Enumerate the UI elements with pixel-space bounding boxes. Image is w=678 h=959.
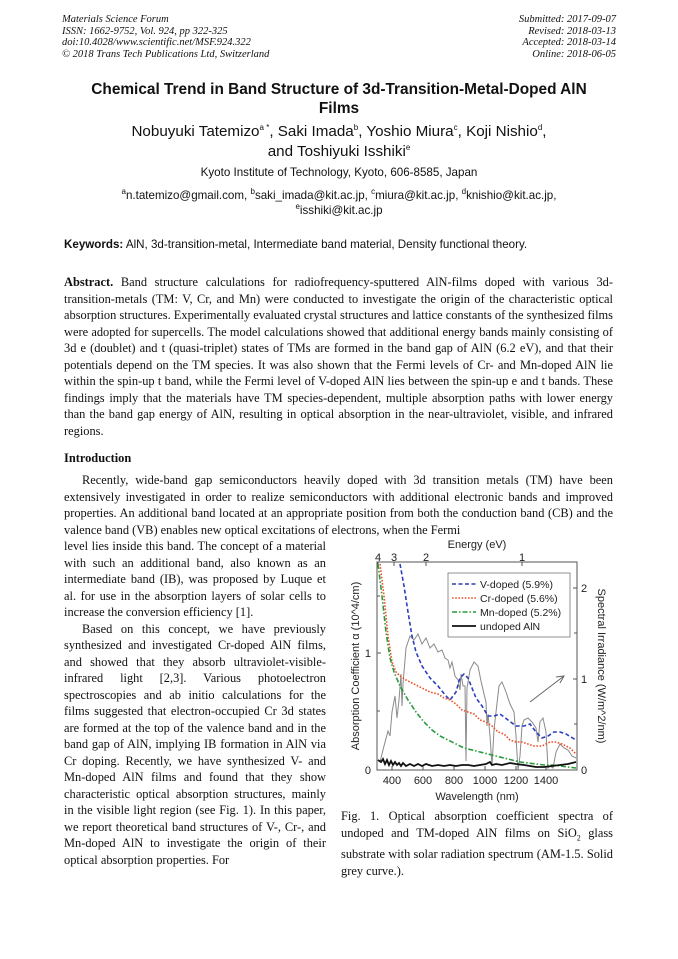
right-axis-arrow-icon: [530, 676, 564, 702]
keywords: [64, 238, 527, 251]
intro-paragraph: Based on this concept, we have previously synthesized and investigated Cr-doped AlN films, and showed that they absorb ultraviolet-visible-infrared light [2,3]. Various photoelectron spectroscopies and ab initio calculations for the films suggested that electron-occupied Cr 3d states are formed at the top of the valence band and in the band gap of AlN, implying IB formation in AlN via Cr doping. Recently, we have synthesized V- and Mn-doped AlN films and found that they show characteristic optical absorption structures, mainly in the visible light region (see Fig. 1). In this paper, we report theoretical band structures of V-, Cr-, and Mn-doped AlN to investigate the origin of their optical absorption properties. For: [64, 621, 326, 867]
abstract: [64, 274, 613, 439]
y-tick-1: 1: [364, 648, 371, 660]
chart-legend: [448, 573, 570, 637]
svg-text:600: 600: [413, 775, 433, 787]
legend-undoped-aln: undoped AlN: [480, 621, 541, 633]
x-axis-title: Wavelength (nm): [435, 791, 519, 803]
journal-header-right: [519, 14, 616, 60]
author: Saki Imada: [277, 123, 354, 140]
svg-text:1: 1: [518, 552, 526, 564]
figure-1-chart: [340, 536, 620, 806]
author: Yoshio Miura: [366, 123, 454, 140]
keywords-label: Keywords:: [64, 238, 124, 251]
svg-text:3: 3: [390, 552, 398, 564]
section-heading-introduction: Introduction: [64, 451, 132, 465]
y-right-tick-1: 1: [581, 674, 588, 686]
top-axis-title: Energy (eV): [447, 539, 507, 551]
paper-title: Chemical Trend in Band Structure of 3d-Transition-Metal-Doped AlN Films: [91, 81, 587, 117]
series-undoped-aln: [378, 759, 576, 767]
svg-text:1000: 1000: [472, 775, 498, 787]
revised-date: Revised: 2018-03-13: [528, 25, 616, 37]
keywords-text: AlN, 3d-transition-metal, Intermediate band material, Density functional theory.: [123, 238, 528, 251]
issn-line: ISSN: 1662-9752, Vol. 924, pp 322-325: [62, 25, 228, 37]
abstract-text: Band structure calculations for radiofrequency-sputtered AlN-films doped with various 3d-transition-metals (TM: V, Cr, and Mn) were conducted to investigate the origin of the characteristic optical absorption structures. Experimentally evaluated crystal structures and lattice constants of the synthesized films were adopted for supercells. The model calculations showed that additional energy bands mainly consisting of 3d e (doublet) and t (quasi-triplet) states of TMs are formed in the band gap of AlN (6.2 eV), and that their potentials depend on the TM species. It was also shown that the Fermi levels of Cr- and Mn-doped AlN lie within the spin-up t band, while the Fermi level of V-doped AlN lies between the spin-up e and t bands. These findings imply that the materials have TM species-dependent, multiple absorption paths with lower energy than the band gap energy of AlN, resulting in optical absorption in the near-ultraviolet, visible, and infrared regions.: [64, 275, 613, 438]
author: and Toshiyuki Isshiki: [267, 143, 406, 160]
email-list: $^a$n.tatemizo@gmail.com, $^b$saki_imada@kit.ac.jp, $^c$miura@kit.ac.jp, $^d$knishio@kit.ac.jp, $^e$isshiki@kit.ac.jp: [121, 187, 557, 217]
series-am15-solar: [380, 634, 576, 770]
doi-line: doi:10.4028/www.scientific.net/MSF.924.322: [62, 37, 251, 49]
journal-header-left: [62, 14, 269, 60]
svg-text:1400: 1400: [533, 775, 559, 787]
legend-cr-doped: Cr-doped (5.6%): [480, 593, 558, 605]
svg-text:1200: 1200: [503, 775, 529, 787]
svg-text:400: 400: [382, 775, 402, 787]
journal-name: Materials Science Forum: [62, 14, 169, 25]
y-right-tick-0: 0: [581, 765, 588, 777]
x-tick-labels: [383, 775, 558, 787]
svg-text:800: 800: [444, 775, 464, 787]
author: Nobuyuki Tatemizo: [131, 123, 260, 140]
left-column-text: [64, 538, 326, 868]
email-link[interactable]: saki_imada@kit.ac.jp: [254, 189, 365, 202]
email-link[interactable]: n.tatemizo@gmail.com: [125, 189, 245, 202]
svg-text:4: 4: [374, 552, 382, 564]
abstract-label: Abstract.: [64, 275, 114, 289]
y-axis-title: Absorption Coefficient α (10^4/cm): [350, 581, 362, 751]
figure-1-caption: Fig. 1. Optical absorption coefficient spectra of undoped and TM-doped AlN films on SiO$_2$ glass substrate with solar radiation spectrum (AM-1.5. Solid grey curve.).: [341, 809, 613, 878]
online-date: Online: 2018-06-05: [532, 48, 616, 60]
legend-v-doped: V-doped (5.9%): [480, 579, 553, 591]
email-link[interactable]: knishio@kit.ac.jp: [466, 189, 554, 202]
svg-text:2: 2: [422, 552, 430, 564]
author-list: Nobuyuki Tatemizo$^{a *}$, Saki Imada$^b$, Yoshio Miura$^c$, Koji Nishio$^d$, and Toshiyuki Isshiki$^e$: [131, 122, 547, 160]
email-link[interactable]: isshiki@kit.ac.jp: [299, 204, 383, 217]
y-right-axis-title: Spectral Irradiance (W/m^2/nm): [595, 588, 607, 744]
absorption-spectrum-plot: [340, 536, 620, 806]
intro-paragraph: Recently, wide-band gap semiconductors heavily doped with 3d transition metals (TM) have been extensively investigated in order to realize semiconductors with additional electronic bands and improved properties. An additional band located at an appropriate position from both the conduction band (CB) and the valence band (VB) enables new optical excitations of electrons, when the Fermi: [64, 473, 613, 537]
legend-mn-doped: Mn-doped (5.2%): [480, 607, 562, 619]
y-right-tick-2: 2: [581, 583, 588, 595]
intro-paragraph: level lies inside this band. The concept of a material with such an additional band, also known as an intermediate band (IB), was proposed by Luque et al. for use in the absorption layers of solar cells to increase the conversion efficiency [1].: [64, 539, 326, 619]
affiliation: Kyoto Institute of Technology, Kyoto, 606-8585, Japan: [200, 166, 478, 179]
email-link[interactable]: miura@kit.ac.jp: [375, 189, 456, 202]
copyright-line: © 2018 Trans Tech Publications Ltd, Switzerland: [62, 48, 270, 60]
y-tick-0: 0: [364, 765, 371, 777]
accepted-date: Accepted: 2018-03-14: [522, 37, 616, 49]
submitted-date: Submitted: 2017-09-07: [518, 14, 616, 25]
author: Koji Nishio: [466, 123, 538, 140]
